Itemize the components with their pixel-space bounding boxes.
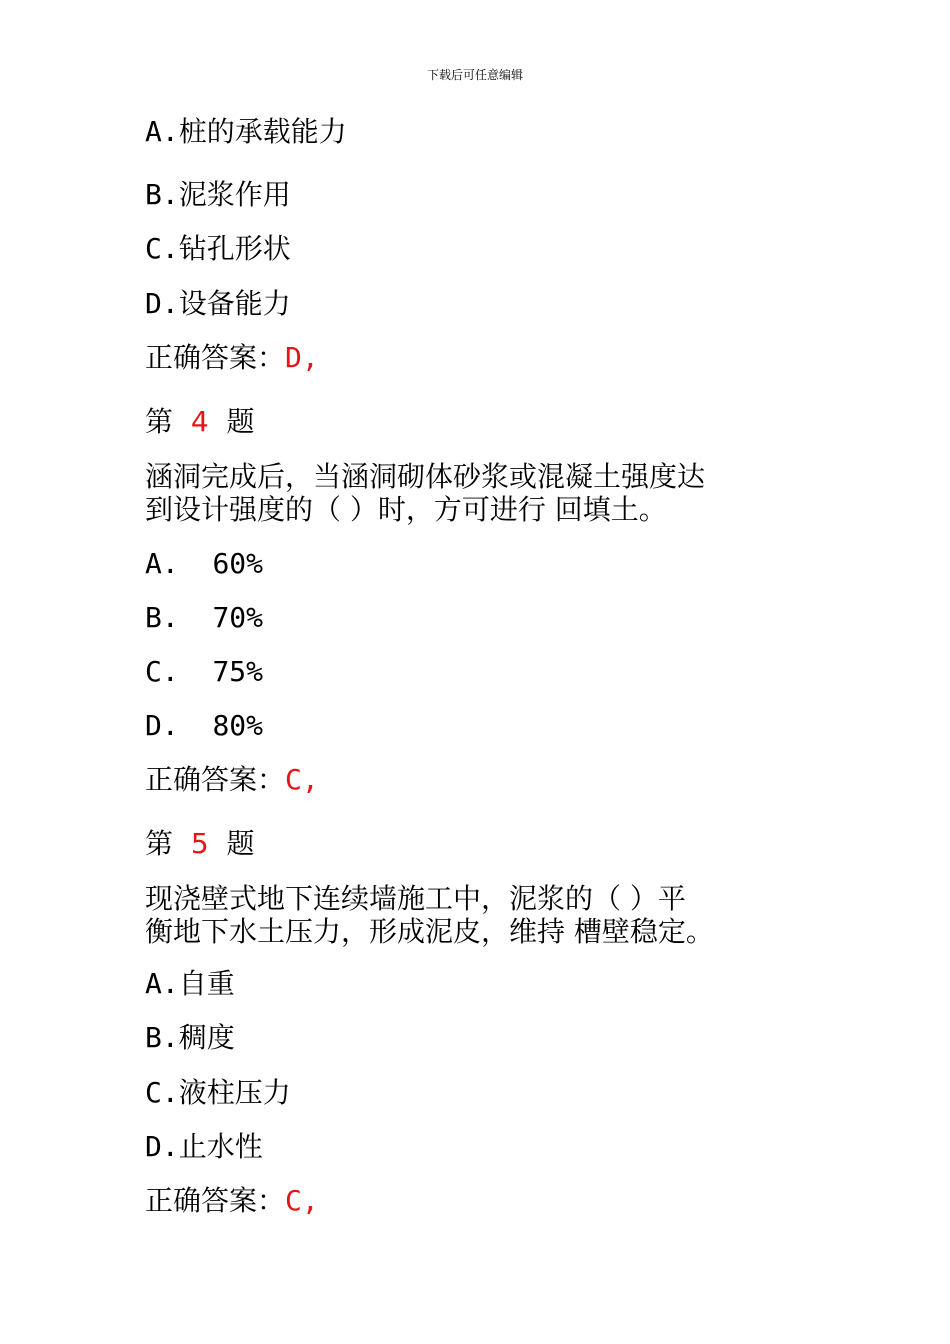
option-letter: D. bbox=[145, 1130, 179, 1163]
option-text: 60% bbox=[212, 547, 264, 580]
answer-value: C, bbox=[285, 1184, 319, 1217]
option-letter: D. bbox=[145, 287, 179, 320]
option-text: 液柱压力 bbox=[178, 1076, 291, 1109]
q3-option-c bbox=[145, 233, 291, 265]
option-text: 钻孔形状 bbox=[178, 232, 291, 265]
q5-stem-line2: 衡地下水土压力，形成泥皮，维持 槽壁稳定。 bbox=[145, 915, 714, 948]
option-letter: A. bbox=[145, 547, 179, 580]
q4-option-c bbox=[145, 656, 263, 688]
question-prefix: 第 bbox=[145, 405, 174, 438]
q4-stem-line2: 到设计强度的（ ）时，方可进行 回填土。 bbox=[145, 493, 667, 526]
answer-value: C, bbox=[285, 763, 319, 796]
q5-option-b bbox=[145, 1022, 235, 1054]
q3-option-d bbox=[145, 288, 291, 320]
option-letter: B. bbox=[145, 178, 179, 211]
answer-label: 正确答案： bbox=[145, 1184, 286, 1217]
question-suffix: 题 bbox=[226, 405, 255, 438]
q5-title bbox=[145, 828, 254, 860]
option-letter: A. bbox=[145, 967, 179, 1000]
q4-title bbox=[145, 406, 254, 438]
option-letter: C. bbox=[145, 655, 179, 688]
option-text: 自重 bbox=[178, 967, 235, 1000]
answer-value: D, bbox=[285, 341, 319, 374]
q5-option-d bbox=[145, 1131, 263, 1163]
option-letter: A. bbox=[145, 115, 179, 148]
q4-option-a bbox=[145, 548, 263, 580]
q4-answer bbox=[145, 764, 319, 796]
q5-stem-line1: 现浇壁式地下连续墙施工中，泥浆的（ ）平 bbox=[145, 882, 686, 915]
option-letter: C. bbox=[145, 1076, 179, 1109]
option-text: 止水性 bbox=[178, 1130, 263, 1163]
q3-option-b bbox=[145, 179, 291, 211]
option-text: 稠度 bbox=[178, 1021, 235, 1054]
option-text: 设备能力 bbox=[178, 287, 291, 320]
option-letter: B. bbox=[145, 601, 179, 634]
option-text: 70% bbox=[212, 601, 264, 634]
option-letter: C. bbox=[145, 232, 179, 265]
q5-answer bbox=[145, 1185, 319, 1217]
q3-option-a bbox=[145, 116, 347, 148]
option-text: 桩的承载能力 bbox=[178, 115, 347, 148]
q4-option-d bbox=[145, 710, 263, 742]
question-number: 4 bbox=[190, 405, 209, 438]
option-text: 75% bbox=[212, 655, 264, 688]
option-letter: D. bbox=[145, 709, 179, 742]
q4-option-b bbox=[145, 602, 263, 634]
option-text: 80% bbox=[212, 709, 264, 742]
answer-label: 正确答案： bbox=[145, 763, 286, 796]
q4-stem-line1: 涵洞完成后，当涵洞砌体砂浆或混凝土强度达 bbox=[145, 460, 706, 493]
q5-option-c bbox=[145, 1077, 291, 1109]
answer-label: 正确答案： bbox=[145, 341, 286, 374]
option-text: 泥浆作用 bbox=[178, 178, 291, 211]
option-letter: B. bbox=[145, 1021, 179, 1054]
question-suffix: 题 bbox=[226, 827, 255, 860]
question-prefix: 第 bbox=[145, 827, 174, 860]
page-header: 下载后可任意编辑 bbox=[426, 68, 523, 82]
q5-option-a bbox=[145, 968, 235, 1000]
question-number: 5 bbox=[190, 827, 209, 860]
q3-answer bbox=[145, 342, 319, 374]
